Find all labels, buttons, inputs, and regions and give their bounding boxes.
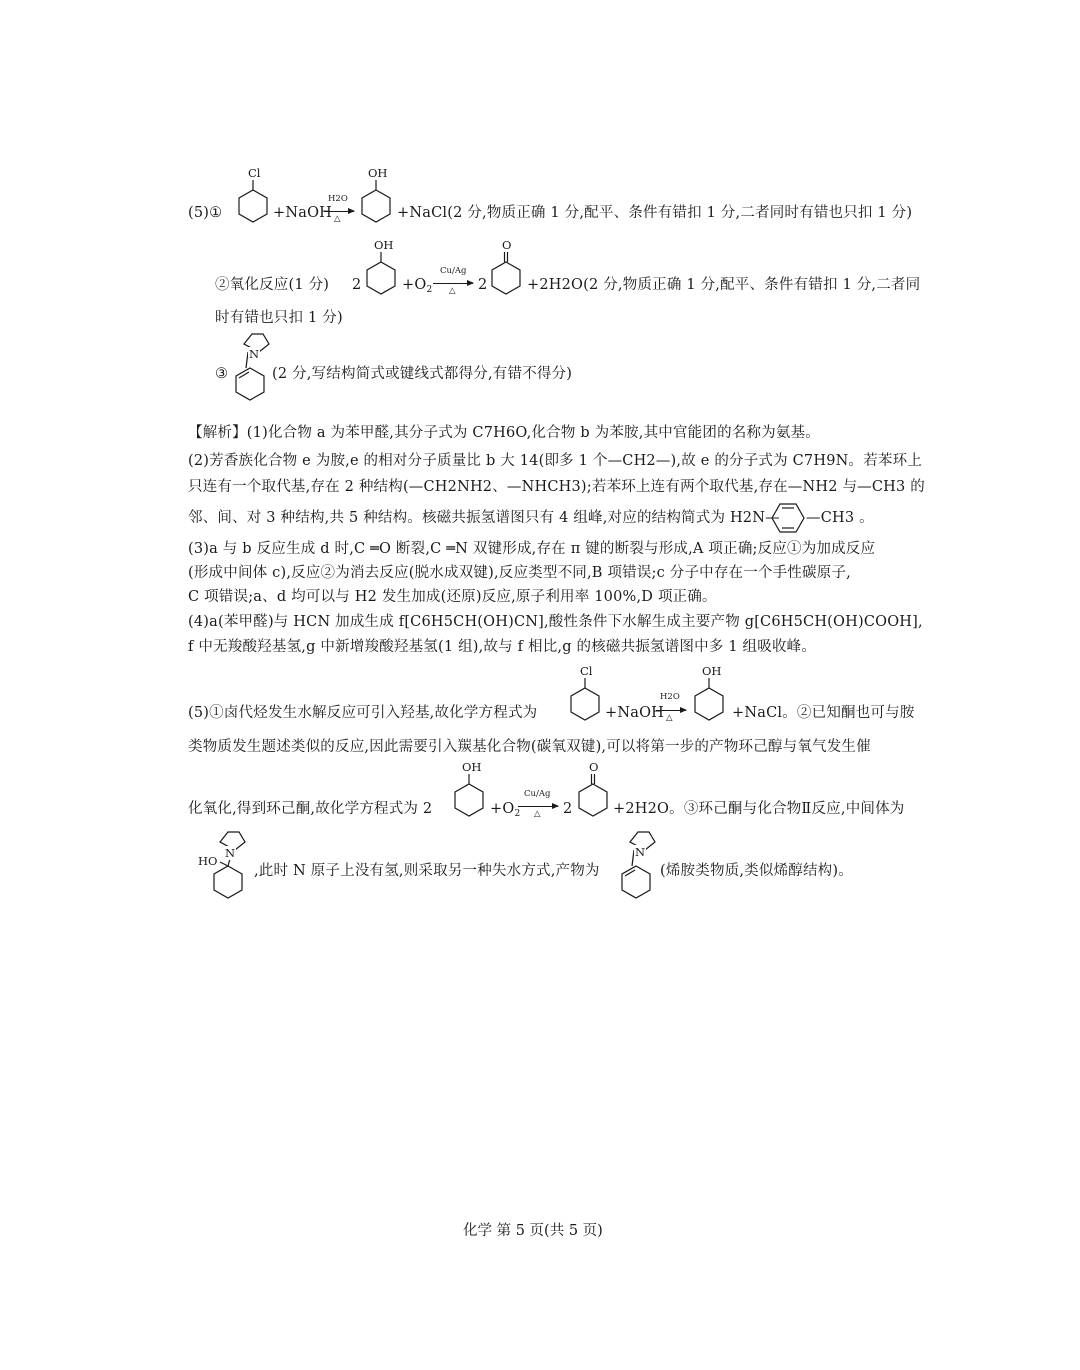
- analysis-p5-line1: (5)①卤代烃发生水解反应可引入羟基,故化学方程式为: [188, 705, 538, 721]
- analysis-p2-line3: 邻、间、对 3 种结构,共 5 种结构。核磁共振氢谱图只有 4 组峰,对应的结构简式为 H2N—: [188, 510, 780, 526]
- analysis-p5-line3: 化氧化,得到环己酮,故化学方程式为 2: [188, 801, 433, 817]
- condition-heat: △: [534, 809, 541, 819]
- analysis-p4-line1: (4)a(苯甲醛)与 HCN 加成生成 f[C6H5CH(OH)CN],酸性条件下水解生成主要产物 g[C6H5CH(OH)COOH],: [188, 614, 923, 630]
- oxygen-reagent: $+O_2$: [402, 277, 433, 295]
- hydroxy-label: OH: [374, 238, 394, 252]
- coefficient: 2: [563, 801, 573, 817]
- cyclohexanone-structure: [576, 774, 616, 824]
- methyl-group: —CH3 。: [806, 510, 874, 526]
- cyclohexanone-structure: [489, 252, 529, 302]
- analysis-p2-line2: 只连有一个取代基,存在 2 种结构(—CH2NH2、—NHCH3);若苯环上连有两个取代基,存在—NH2 与—CH3 的: [188, 479, 925, 495]
- cyclohexanol-structure: [452, 774, 492, 824]
- naoh-reagent: +NaOH: [605, 705, 665, 721]
- analysis-p3-line1: (3)a 与 b 反应生成 d 时,C ═O 断裂,C ═N 双键形成,存在 π 键的断裂与形成,A 项正确;反应①为加成反应: [188, 541, 876, 557]
- benzene-ring-structure: [770, 500, 810, 536]
- q5-line3-lead: ③: [215, 366, 229, 382]
- hydroxy-label: OH: [368, 166, 388, 180]
- nitrogen-label: N: [225, 846, 236, 860]
- condition-h2o: H2O: [660, 692, 680, 702]
- q5-line2-lead: ②氧化反应(1 分): [215, 277, 330, 293]
- ho-label: HO: [198, 854, 218, 868]
- analysis-p5-line3-tail: +2H2O。③环己酮与化合物Ⅱ反应,中间体为: [613, 801, 905, 817]
- condition-h2o: H2O: [328, 194, 348, 204]
- hydroxy-label: OH: [462, 760, 482, 774]
- analysis-p5-line2: 类物质发生题述类似的反应,因此需要引入羰基化合物(碳氧双键),可以将第一步的产物环己醇与氧气发生催: [188, 739, 871, 755]
- analysis-p3-line3: C 项错误;a、d 均可以与 H2 发生加成(还原)反应,原子利用率 100%,D 项正确。: [188, 589, 717, 605]
- q5-line1-lead: (5)①: [188, 205, 223, 221]
- naoh-reagent: +NaOH: [273, 205, 333, 221]
- chloro-label: Cl: [248, 166, 261, 180]
- page-footer: 化学 第 5 页(共 5 页): [463, 1223, 603, 1239]
- condition-heat: △: [449, 286, 456, 296]
- reaction-arrow-2: [433, 283, 473, 284]
- condition-heat: △: [666, 713, 673, 723]
- cyclohexanol-structure: [364, 252, 404, 302]
- oxo-label: O: [589, 760, 599, 774]
- nitrogen-label: N: [249, 347, 260, 361]
- oxo-label: O: [502, 238, 512, 252]
- analysis-p3-line2: (形成中间体 c),反应②为消去反应(脱水成双键),反应类型不同,B 项错误;c 分子中存在一个手性碳原子,: [188, 565, 851, 581]
- q5-line2-cont: 时有错也只扣 1 分): [215, 310, 343, 326]
- analysis-p5-line4-tail: (烯胺类物质,类似烯醇结构)。: [660, 863, 853, 879]
- condition-catalyst: Cu/Ag: [440, 266, 467, 276]
- chlorocyclohexane-structure: [236, 180, 276, 230]
- q5-line3-tail: (2 分,写结构简式或键线式都得分,有错不得分): [272, 366, 573, 382]
- reaction-arrow-3: [656, 710, 686, 711]
- analysis-p5-line1-tail: +NaCl。②已知酮也可与胺: [732, 705, 915, 721]
- q5-line1-tail: +NaCl(2 分,物质正确 1 分,配平、条件有错扣 1 分,二者同时有错也只扣 1 分): [397, 205, 913, 221]
- coefficient: 2: [352, 277, 362, 293]
- chloro-label: Cl: [580, 664, 593, 678]
- q5-line2-tail: +2H2O(2 分,物质正确 1 分,配平、条件有错扣 1 分,二者同: [527, 277, 921, 293]
- reaction-arrow-4: [518, 806, 558, 807]
- chlorocyclohexane-structure: [568, 678, 608, 728]
- condition-heat: △: [334, 214, 341, 224]
- analysis-p4-line2: f 中无羧酸羟基氢,g 中新增羧酸羟基氢(1 组),故与 f 相比,g 的核磁共振氢谱图中多 1 组吸收峰。: [188, 639, 817, 655]
- nitrogen-label: N: [635, 845, 646, 859]
- cyclohexanol-structure: [692, 678, 732, 728]
- cyclohexanol-structure: [359, 180, 399, 230]
- oxygen-reagent: $+O_2$: [490, 801, 521, 819]
- analysis-p5-line4: ,此时 N 原子上没有氢,则采取另一种失水方式,产物为: [254, 863, 600, 879]
- analysis-p1: 【解析】(1)化合物 a 为苯甲醛,其分子式为 C7H6O,化合物 b 为苯胺,其中官能团的名称为氨基。: [188, 425, 820, 441]
- reaction-arrow-1: [324, 211, 354, 212]
- condition-catalyst: Cu/Ag: [524, 789, 551, 799]
- analysis-p2-line1: (2)芳香族化合物 e 为胺,e 的相对分子质量比 b 大 14(即多 1 个—CH2—),故 e 的分子式为 C7H9N。若苯环上: [188, 453, 923, 469]
- hydroxy-label: OH: [702, 664, 722, 678]
- coefficient: 2: [478, 277, 488, 293]
